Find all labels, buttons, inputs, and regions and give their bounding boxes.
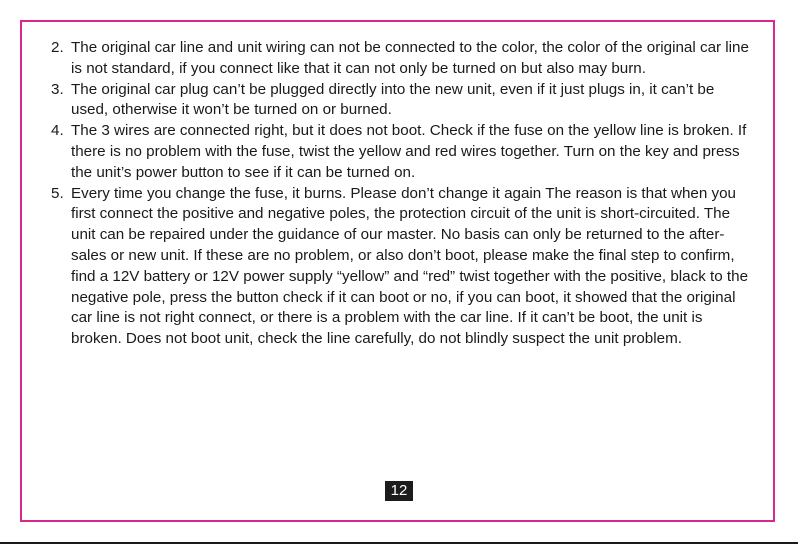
bottom-divider <box>0 542 798 544</box>
list-item-text: The original car plug can’t be plugged directly into the new unit, even if it just plugs in, it can’t be used, otherwise it won’t be turned on or burned. <box>71 80 715 119</box>
list-item-number: 5. <box>51 184 64 202</box>
list-item-5 <box>51 184 751 350</box>
list-item-text: The original car line and unit wiring can not be connected to the color, the color of the original car line is not standard, if you connect like that it can not only be turned on but also may burn. <box>71 39 749 77</box>
list-item-text: The 3 wires are connected right, but it does not boot. Check if the fuse on the yellow line is broken. If there is no problem with the fuse, twist the yellow and red wires together. Turn on the key and press the unit’s power button to see if it can be turned on. <box>71 122 747 181</box>
troubleshooting-list <box>51 38 751 350</box>
page-number: 12 <box>385 481 413 501</box>
list-item-4 <box>51 121 751 183</box>
list-item-text: Every time you change the fuse, it burns. Please don’t change it again The reason is that when you first connect the positive and negative poles, the protection circuit of the unit is short-circuited. The unit can be repaired under the guidance of our master. No basis can only be returned to the after-sales or new unit. If these are no problem, or also don’t boot, please make the final step to confirm, find a 12V battery or 12V power supply “yellow” and “red” twist together with the positive, black to the negative pole, press the button check if it can boot or no, if you can boot, it showed that the original car line is not right connect, or there is a problem with the car line. If it can’t be boot, the unit is broken. Does not boot unit, check the line carefully, do not blindly suspect the unit problem. <box>71 184 749 348</box>
list-item-number: 3. <box>51 80 64 98</box>
list-item-3 <box>51 80 751 122</box>
list-item-2 <box>51 38 751 80</box>
list-item-number: 4. <box>51 122 64 140</box>
list-item-number: 2. <box>51 39 64 56</box>
